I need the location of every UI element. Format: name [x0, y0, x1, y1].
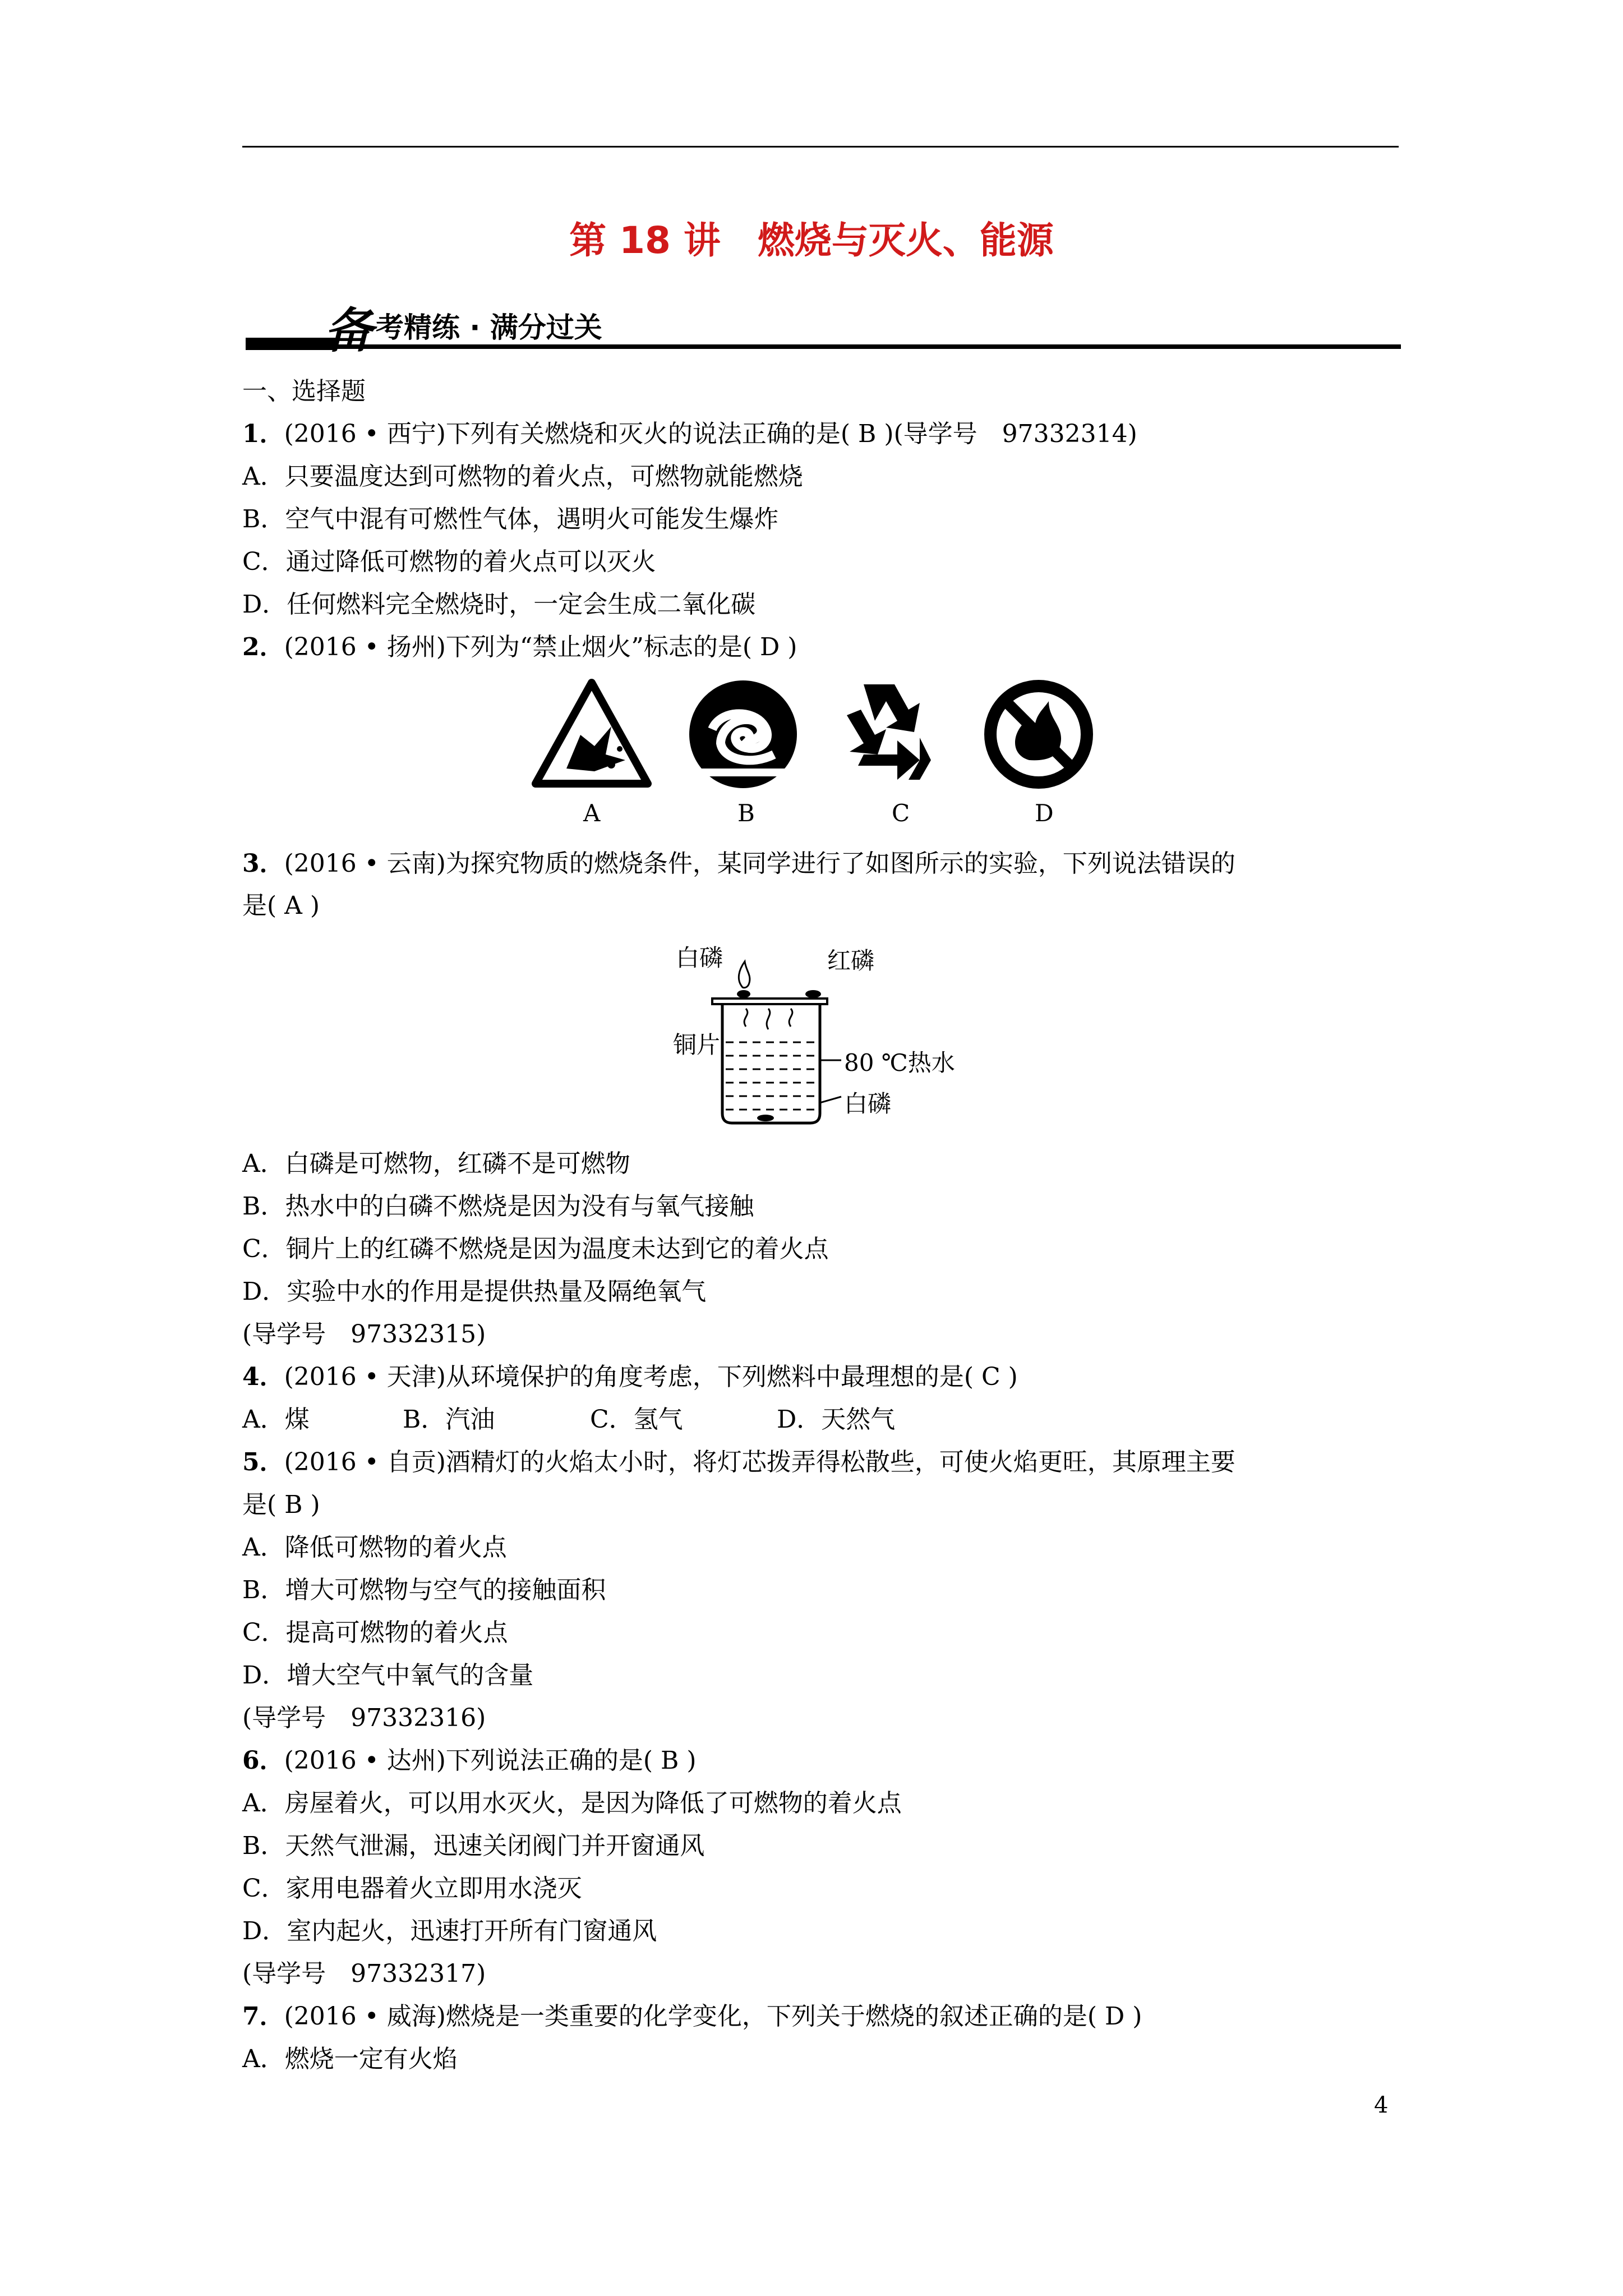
- question-stem: (2016 • 云南)为探究物质的燃烧条件，某同学进行了如图所示的实验，下列说法错误的: [284, 849, 1235, 878]
- option: A．白磷是可燃物，红磷不是可燃物: [242, 1149, 630, 1178]
- question-5-cont: 是( B ): [242, 1490, 320, 1519]
- question-number: 3．: [242, 849, 284, 878]
- option: D．室内起火，迅速打开所有门窗通风: [242, 1917, 657, 1945]
- question-number: 4．: [242, 1363, 284, 1391]
- question-stem: (2016 • 威海)燃烧是一类重要的化学变化，下列关于燃烧的叙述正确的是( D ): [284, 2002, 1142, 2031]
- combustion-experiment-figure: [707, 959, 830, 1128]
- red-phosphorus: [805, 990, 821, 998]
- copper-plate: [712, 999, 827, 1004]
- option: A．房屋着火，可以用水灭火，是因为降低了可燃物的着火点: [242, 1789, 902, 1818]
- question-number: 1．: [242, 420, 284, 448]
- figure-label-a: A: [583, 799, 601, 827]
- question-3: [242, 847, 1235, 881]
- option: D．任何燃料完全燃烧时，一定会生成二氧化碳: [242, 590, 756, 619]
- guide-number: (导学号 97332315): [242, 1320, 486, 1349]
- title-topic: 燃烧与灭火、能源: [757, 219, 1054, 262]
- option: C．铜片上的红磷不燃烧是因为温度未达到它的着火点: [242, 1235, 829, 1263]
- question-7: [242, 2000, 1142, 2033]
- option: A．只要温度达到可燃物的着火点，可燃物就能燃烧: [242, 462, 803, 491]
- option: A．燃烧一定有火焰: [242, 2045, 458, 2073]
- figure-label-c: C: [892, 799, 910, 827]
- label-red-phosphorus: 红磷: [827, 947, 875, 974]
- option: C．提高可燃物的着火点: [242, 1618, 508, 1647]
- option: A．煤: [242, 1405, 310, 1434]
- label-white-phosphorus-top: 白磷: [676, 944, 723, 972]
- safety-signs-figure: [527, 676, 1110, 794]
- label-hot-water: 80 ℃热水: [844, 1049, 955, 1076]
- option: C．家用电器着火立即用水浇灭: [242, 1874, 582, 1903]
- hot-water: [726, 1042, 817, 1110]
- figure-label-b: B: [737, 799, 755, 827]
- question-1: [242, 417, 1137, 451]
- option: C．通过降低可燃物的着火点可以灭火: [242, 547, 656, 576]
- option: D．实验中水的作用是提供热量及隔绝氧气: [242, 1277, 707, 1306]
- option: B．热水中的白磷不燃烧是因为没有与氧气接触: [242, 1192, 754, 1221]
- page-number: 4: [1374, 2092, 1389, 2118]
- question-stem: (2016 • 扬州)下列为“禁止烟火”标志的是( D ): [284, 633, 797, 661]
- guide-number: (导学号 97332317): [242, 1959, 486, 1988]
- question-number: 2．: [242, 633, 284, 661]
- flame-icon: [739, 961, 750, 988]
- option: A．降低可燃物的着火点: [242, 1533, 507, 1562]
- question-5: [242, 1446, 1235, 1479]
- white-phosphorus-bottom: [757, 1115, 774, 1121]
- option: B．增大可燃物与空气的接触面积: [242, 1576, 606, 1604]
- banner-text: 考精练 · 满分过关: [376, 311, 602, 344]
- no-fire-sign-icon: [990, 686, 1087, 783]
- label-copper-plate: 铜片: [673, 1031, 721, 1059]
- question-4: [242, 1360, 1018, 1394]
- question-stem: (2016 • 自贡)酒精灯的火焰太小时，将灯芯拨弄得松散些，可使火焰更旺，其原理主要: [284, 1448, 1235, 1476]
- banner-lead-char: 备: [324, 302, 372, 359]
- guide-number: (导学号 97332316): [242, 1704, 486, 1732]
- white-phosphorus-top: [737, 990, 750, 998]
- question-stem: (2016 • 天津)从环境保护的角度考虑，下列燃料中最理想的是( C ): [284, 1363, 1018, 1391]
- section-banner: [246, 297, 1401, 359]
- question-2: [242, 631, 797, 664]
- title-lesson: 第 18 讲: [569, 219, 721, 262]
- page-title: [0, 210, 1623, 264]
- beaker: [722, 1004, 820, 1123]
- recycle-sign-icon: [847, 684, 931, 780]
- question-number: 6．: [242, 1746, 284, 1775]
- header-rule: [242, 146, 1399, 148]
- explosive-sign-icon: [536, 683, 648, 784]
- question-6: [242, 1744, 697, 1778]
- section-heading: 一、选择题: [242, 377, 366, 406]
- question-stem: (2016 • 达州)下列说法正确的是( B ): [284, 1746, 697, 1775]
- option: B．空气中混有可燃性气体，遇明火可能发生爆炸: [242, 505, 779, 533]
- water-saving-sign-icon: [689, 680, 797, 788]
- question-number: 5．: [242, 1448, 284, 1476]
- figure-label-d: D: [1035, 799, 1054, 827]
- label-white-phosphorus-bottom: 白磷: [844, 1090, 892, 1117]
- banner-bar: [246, 338, 335, 350]
- question-3-cont: 是( A ): [242, 891, 320, 920]
- option: B．汽油: [403, 1405, 495, 1434]
- option: D．增大空气中氧气的含量: [242, 1661, 534, 1690]
- option: D．天然气: [777, 1405, 896, 1434]
- option: C．氢气: [590, 1405, 683, 1434]
- question-number: 7．: [242, 2002, 284, 2031]
- question-stem: (2016 • 西宁)下列有关燃烧和灭火的说法正确的是( B )(导学号 97332314): [284, 420, 1137, 448]
- option: B．天然气泄漏，迅速关闭阀门并开窗通风: [242, 1832, 705, 1860]
